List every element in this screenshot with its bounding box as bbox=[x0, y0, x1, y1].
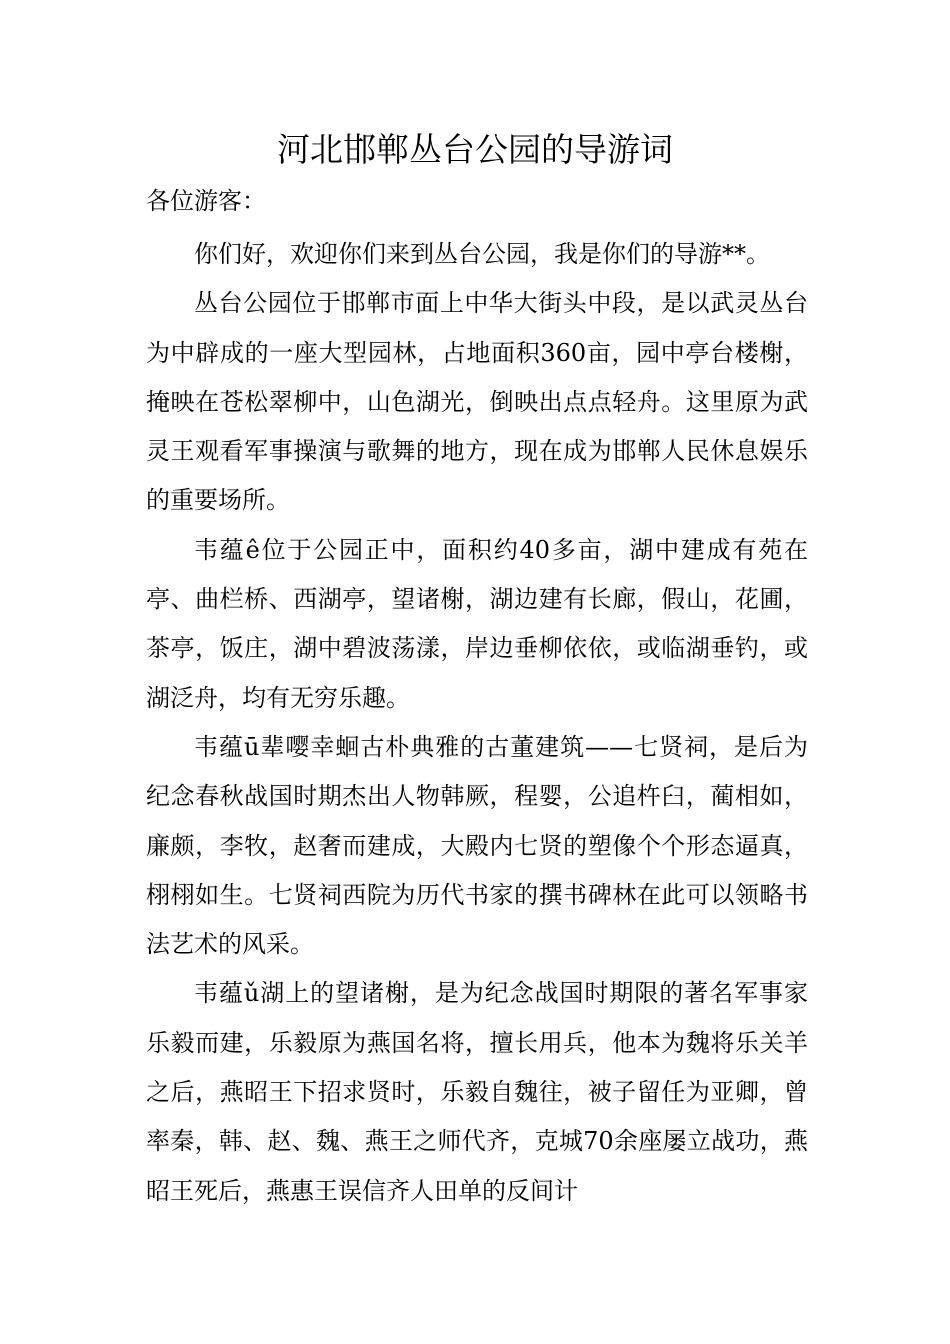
paragraph: 韦蕴ǔ湖上的望诸榭，是为纪念战国时期限的著名军事家乐毅而建，乐毅原为燕国名将，擅长用兵，他本为魏将乐关羊之后，燕昭王下招求贤时，乐毅自魏往，被子留任为亚卿，曾率秦，韩、赵、魏、燕王之师代齐，克城70余座屡立战功，燕昭王死后，燕惠王误信齐人田单的反间计 bbox=[146, 979, 808, 1205]
paragraph: 你们好，欢迎你们来到丛台公园，我是你们的导游**。 bbox=[194, 240, 770, 268]
paragraph: 韦蕴ū辈嘤幸蛔古朴典雅的古董建筑——七贤祠，是后为纪念春秋战国时期杰出人物韩厥，程婴，公追杵臼，蔺相如，廉颇，李牧，赵奢而建成，大殿内七贤的塑像个个形态逼真，栩栩如生。七贤祠西院为历代书家的撰书碑林在此可以领略书法艺术的风采。 bbox=[146, 732, 808, 959]
document-title: 河北邯郸丛台公园的导游词 bbox=[277, 130, 673, 169]
paragraph: 韦蕴ê位于公园正中，面积约40多亩，湖中建成有苑在亭、曲栏桥、西湖亭，望诸榭，湖边建有长廊，假山，花圃，茶亭，饭庄，湖中碧波荡漾，岸边垂柳依依，或临湖垂钓，或湖泛舟，均有无穷乐趣。 bbox=[146, 535, 808, 712]
greeting-line: 各位游客： bbox=[146, 187, 266, 215]
paragraph: 丛台公园位于邯郸市面上中华大街头中段，是以武灵丛台为中辟成的一座大型园林，占地面积360亩，园中亭台楼榭，掩映在苍松翠柳中，山色湖光，倒映出点点轻舟。这里原为武灵王观看军事操演与歌舞的地方，现在成为邯郸人民休息娱乐的重要场所。 bbox=[146, 289, 808, 515]
document-body bbox=[146, 230, 808, 1216]
